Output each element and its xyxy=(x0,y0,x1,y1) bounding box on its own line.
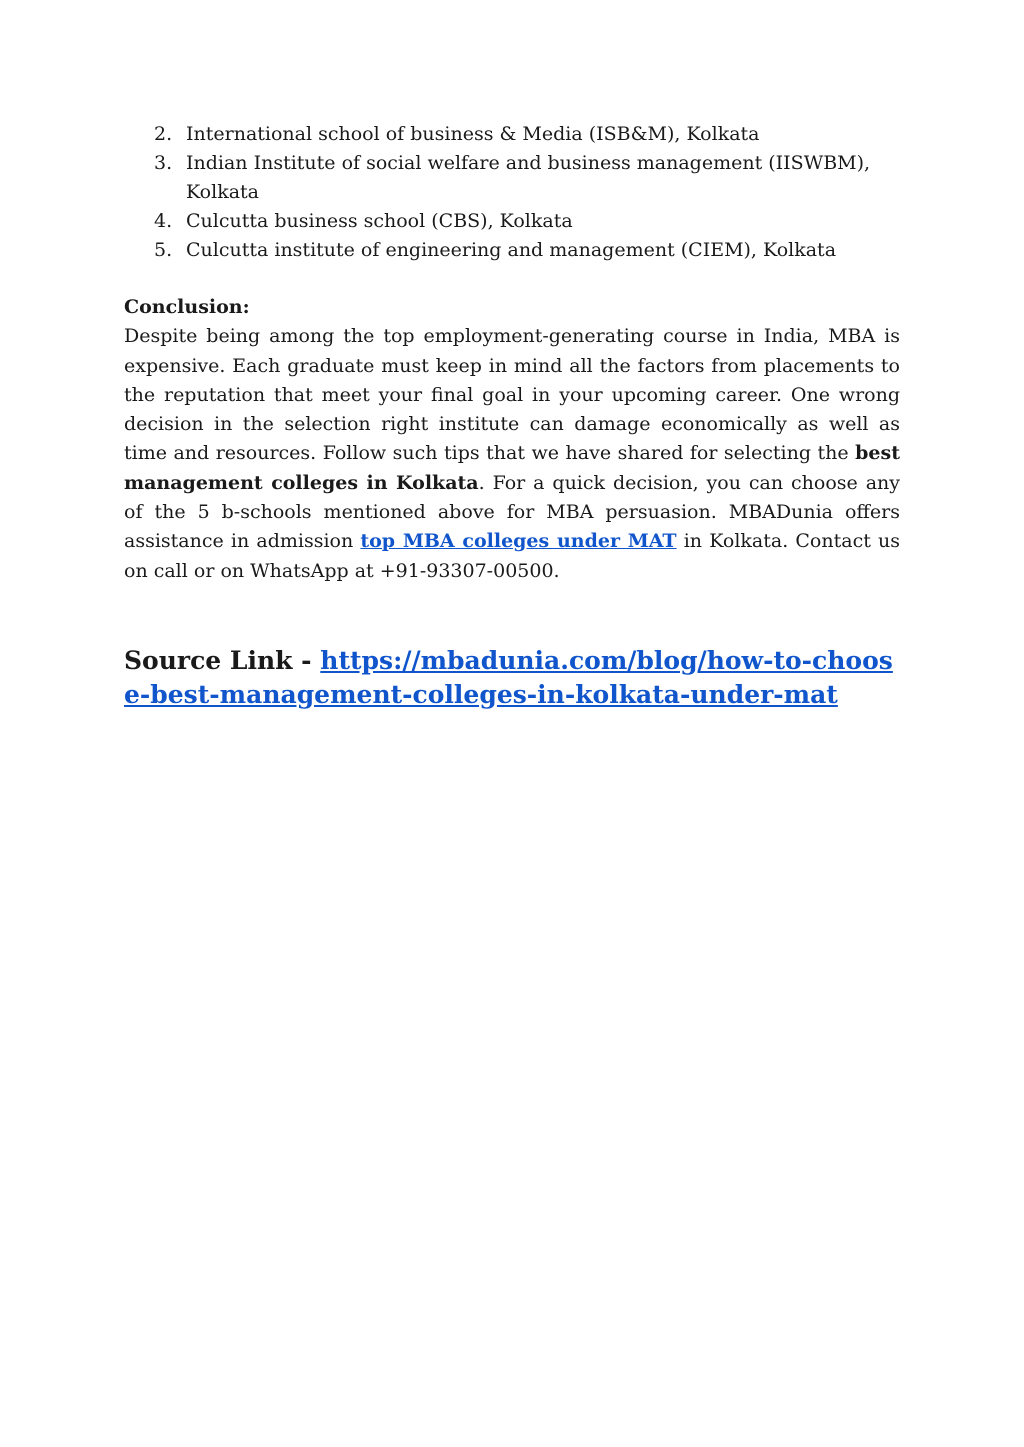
list-item-number: 2. xyxy=(154,123,173,145)
source-link-label: Source Link - xyxy=(124,645,321,675)
conclusion-section xyxy=(124,293,900,586)
document-page xyxy=(124,120,900,712)
source-link-section xyxy=(124,644,900,712)
conclusion-bold-phrase: best management colleges in Kolkata xyxy=(124,442,900,494)
conclusion-text-part-2: . For a quick decision, you can choose any of the 5 b-schools mentioned above for MBA persuasion. MBADunia offers assistance in admission xyxy=(124,471,900,553)
college-list xyxy=(124,120,900,265)
top-mba-colleges-link[interactable]: top MBA colleges under MAT xyxy=(360,530,677,553)
list-item-number: 5. xyxy=(154,239,173,261)
list-item xyxy=(124,120,900,149)
list-item-text: International school of business & Media (ISB&M), Kolkata xyxy=(186,123,760,145)
list-item-text: Indian Institute of social welfare and business management (IISWBM), Kolkata xyxy=(186,152,871,203)
list-item xyxy=(124,207,900,236)
list-item xyxy=(124,236,900,265)
list-item-number: 3. xyxy=(154,152,173,174)
conclusion-text-part-1: Despite being among the top employment-generating course in India, MBA is expensive. Each graduate must keep in mind all the factors from placements to the reputation that meet your final goal in your upcoming career. One wrong decision in the selection right institute can damage economically as well as time and resources. Follow such tips that we have shared for selecting the xyxy=(124,325,900,465)
source-url-link[interactable]: https://mbadunia.com/blog/how-to-choose-best-management-colleges-in-kolkata-under-mat xyxy=(124,645,893,709)
list-item-text: Culcutta institute of engineering and management (CIEM), Kolkata xyxy=(186,239,837,261)
list-item-number: 4. xyxy=(154,210,173,232)
list-item xyxy=(124,149,900,207)
list-item-text: Culcutta business school (CBS), Kolkata xyxy=(186,210,573,232)
conclusion-heading: Conclusion: xyxy=(124,296,250,318)
conclusion-text-part-3: in Kolkata. Contact us on call or on WhatsApp at +91-93307-00500. xyxy=(124,530,900,582)
